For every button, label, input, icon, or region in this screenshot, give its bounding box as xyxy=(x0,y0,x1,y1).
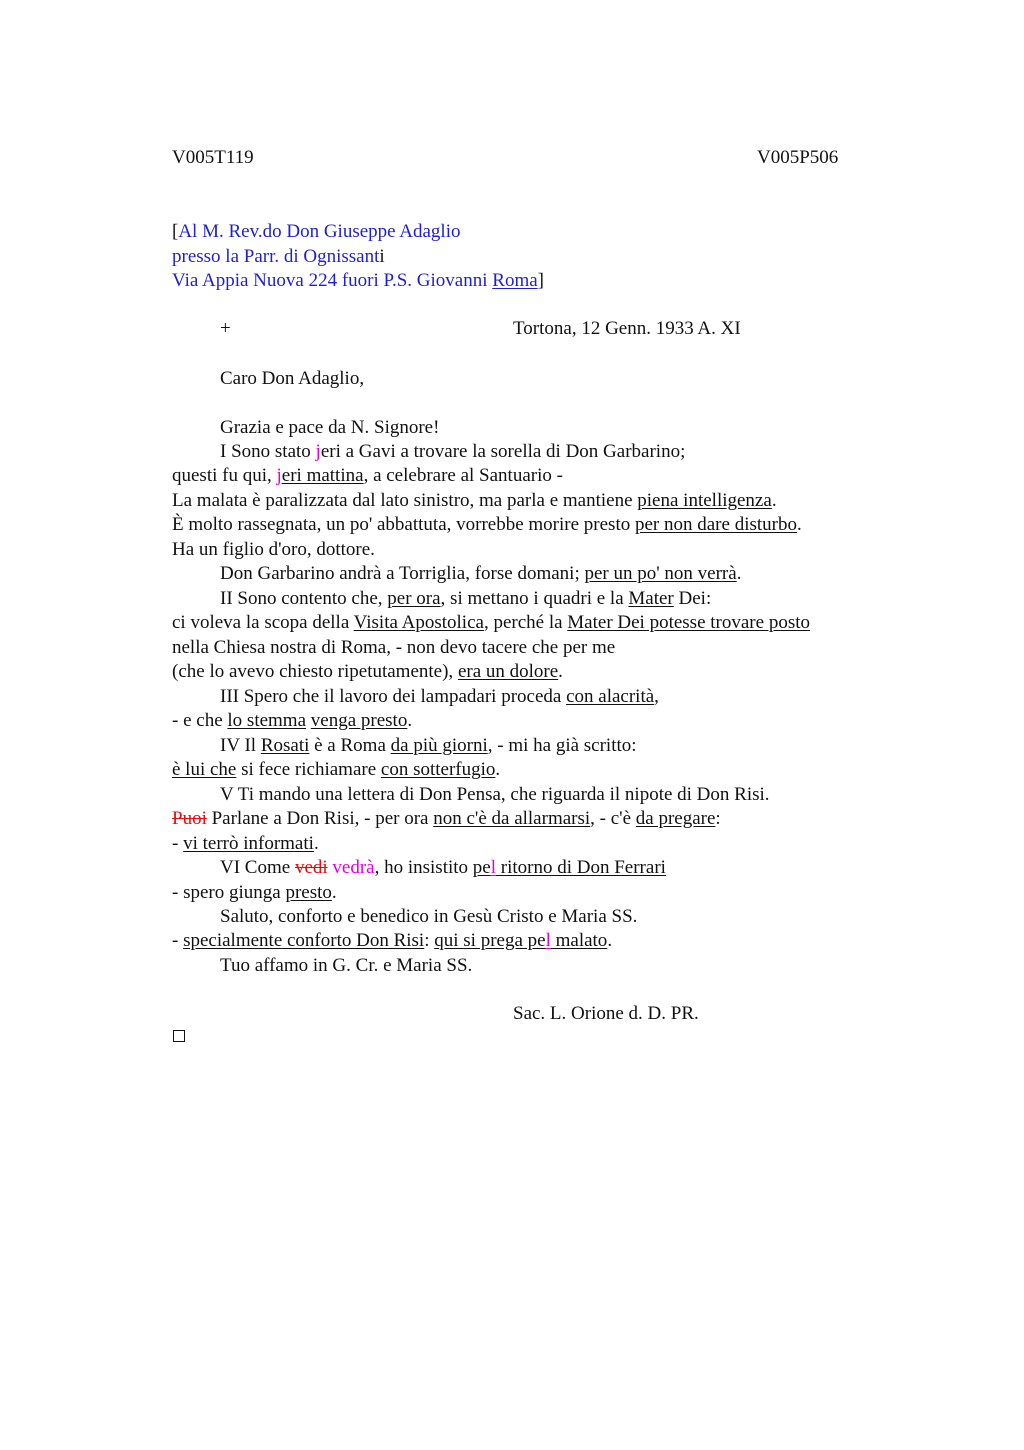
salutation: Caro Don Adaglio, xyxy=(220,368,365,389)
body-line: I Sono stato jeri a Gavi a trovare la sorella di Don Garbarino; xyxy=(220,441,686,462)
body-line: IV Il Rosati è a Roma da più giorni, - mi ha già scritto: xyxy=(220,735,637,756)
body-line: ci voleva la scopa della Visita Apostolica, perché la Mater Dei potesse trovare posto xyxy=(172,612,810,633)
body-line: (che lo avevo chiesto ripetutamente), era un dolore. xyxy=(172,661,563,682)
body-line: La malata è paralizzata dal lato sinistro, ma parla e mantiene piena intelligenza. xyxy=(172,490,777,511)
address-line-2: presso la Parr. di Ognissanti xyxy=(172,246,385,267)
address-line-1: [Al M. Rev.do Don Giuseppe Adaglio xyxy=(172,221,461,242)
body-line: - specialmente conforto Don Risi: qui si prega pel malato. xyxy=(172,930,613,951)
body-line: nella Chiesa nostra di Roma, - non devo tacere che per me xyxy=(172,637,616,658)
body-line: II Sono contento che, per ora, si mettano i quadri e la Mater Dei: xyxy=(220,588,712,609)
body-line: V Ti mando una lettera di Don Pensa, che riguarda il nipote di Don Risi. xyxy=(220,784,770,805)
address-line-3: Via Appia Nuova 224 fuori P.S. Giovanni Roma] xyxy=(172,270,544,291)
end-square-icon xyxy=(173,1030,185,1042)
body-line: Puoi Parlane a Don Risi, - per ora non c'è da allarmarsi, - c'è da pregare: xyxy=(172,808,721,829)
body-line: VI Come vedi vedrà, ho insistito pel ritorno di Don Ferrari xyxy=(220,857,666,878)
body-line: Ha un figlio d'oro, dottore. xyxy=(172,539,375,560)
body-line: Saluto, conforto e benedico in Gesù Cristo e Maria SS. xyxy=(220,906,638,927)
body-line: Grazia e pace da N. Signore! xyxy=(220,417,440,438)
body-line: Don Garbarino andrà a Torriglia, forse domani; per un po' non verrà. xyxy=(220,563,742,584)
body-line: questi fu qui, jeri mattina, a celebrare al Santuario - xyxy=(172,465,563,486)
body-line: - e che lo stemma venga presto. xyxy=(172,710,413,731)
document-code-right: V005P506 xyxy=(757,147,839,168)
dateline: Tortona, 12 Genn. 1933 A. XI xyxy=(513,318,741,339)
body-line: - vi terrò informati. xyxy=(172,833,319,854)
document-code-left: V005T119 xyxy=(172,147,254,168)
body-line: III Spero che il lavoro dei lampadari proceda con alacrità, xyxy=(220,686,659,707)
cross-mark: + xyxy=(220,318,231,339)
body-line: È molto rassegnata, un po' abbattuta, vorrebbe morire presto per non dare disturbo. xyxy=(172,514,802,535)
body-line: Tuo affamo in G. Cr. e Maria SS. xyxy=(220,955,473,976)
signature: Sac. L. Orione d. D. PR. xyxy=(513,1003,699,1024)
body-line: è lui che si fece richiamare con sotterfugio. xyxy=(172,759,501,780)
body-line: - spero giunga presto. xyxy=(172,882,337,903)
